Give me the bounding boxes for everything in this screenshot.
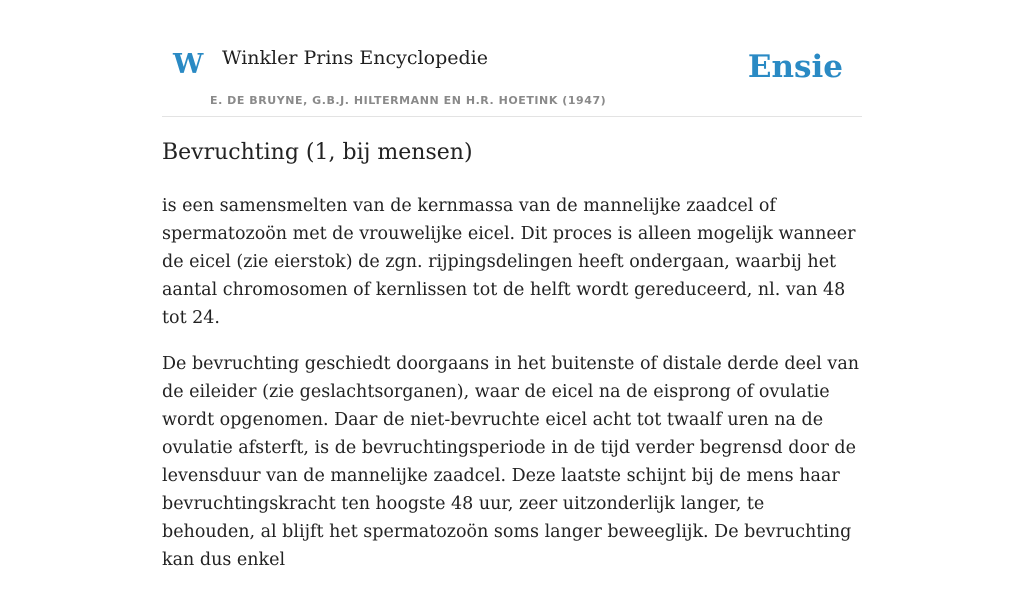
entry-paragraph: is een samensmelten van de kernmassa van de mannelijke zaadcel of spermatozoön met de vrouwelijke eicel. Dit proces is alleen mogelijk wanneer de eicel (zie eierstok) de zgn. rijpingsdelingen heeft ondergaan, waarbij het aantal chromosomen of kernlissen tot de helft wordt gereduceerd, nl. van 48 tot 24. xyxy=(162,196,856,328)
entry-paragraph: De bevruchting geschiedt doorgaans in het buitenste of distale derde deel van de eileider (zie geslachtsorganen), waar de eicel na de eisprong of ovulatie wordt opgenomen. Daar de niet-bevruchte eicel acht tot twaalf uren na de ovulatie afsterft, is de bevruchtingsperiode in de tijd verder begrensd door de levensduur van de mannelijke zaadcel. Deze laatste schijnt bij de mens haar bevruchtingskracht ten hoogste 48 uur, zeer uitzonderlijk langer, te behouden, al blijft het spermatozoön soms langer beweeglijk. De bevruchting kan dus enkel xyxy=(162,354,860,570)
site-header xyxy=(162,0,862,117)
book-title[interactable]: Winkler Prins Encyclopedie xyxy=(222,47,488,69)
ensie-logo[interactable]: Ensie xyxy=(747,49,843,85)
entry-content xyxy=(162,192,862,592)
winkler-prins-logo-icon[interactable]: W xyxy=(173,49,204,80)
entry-title: Bevruchting (1, bij mensen) xyxy=(162,140,473,165)
book-authors: E. DE BRUYNE, G.B.J. HILTERMANN EN H.R. HOETINK (1947) xyxy=(210,94,607,107)
